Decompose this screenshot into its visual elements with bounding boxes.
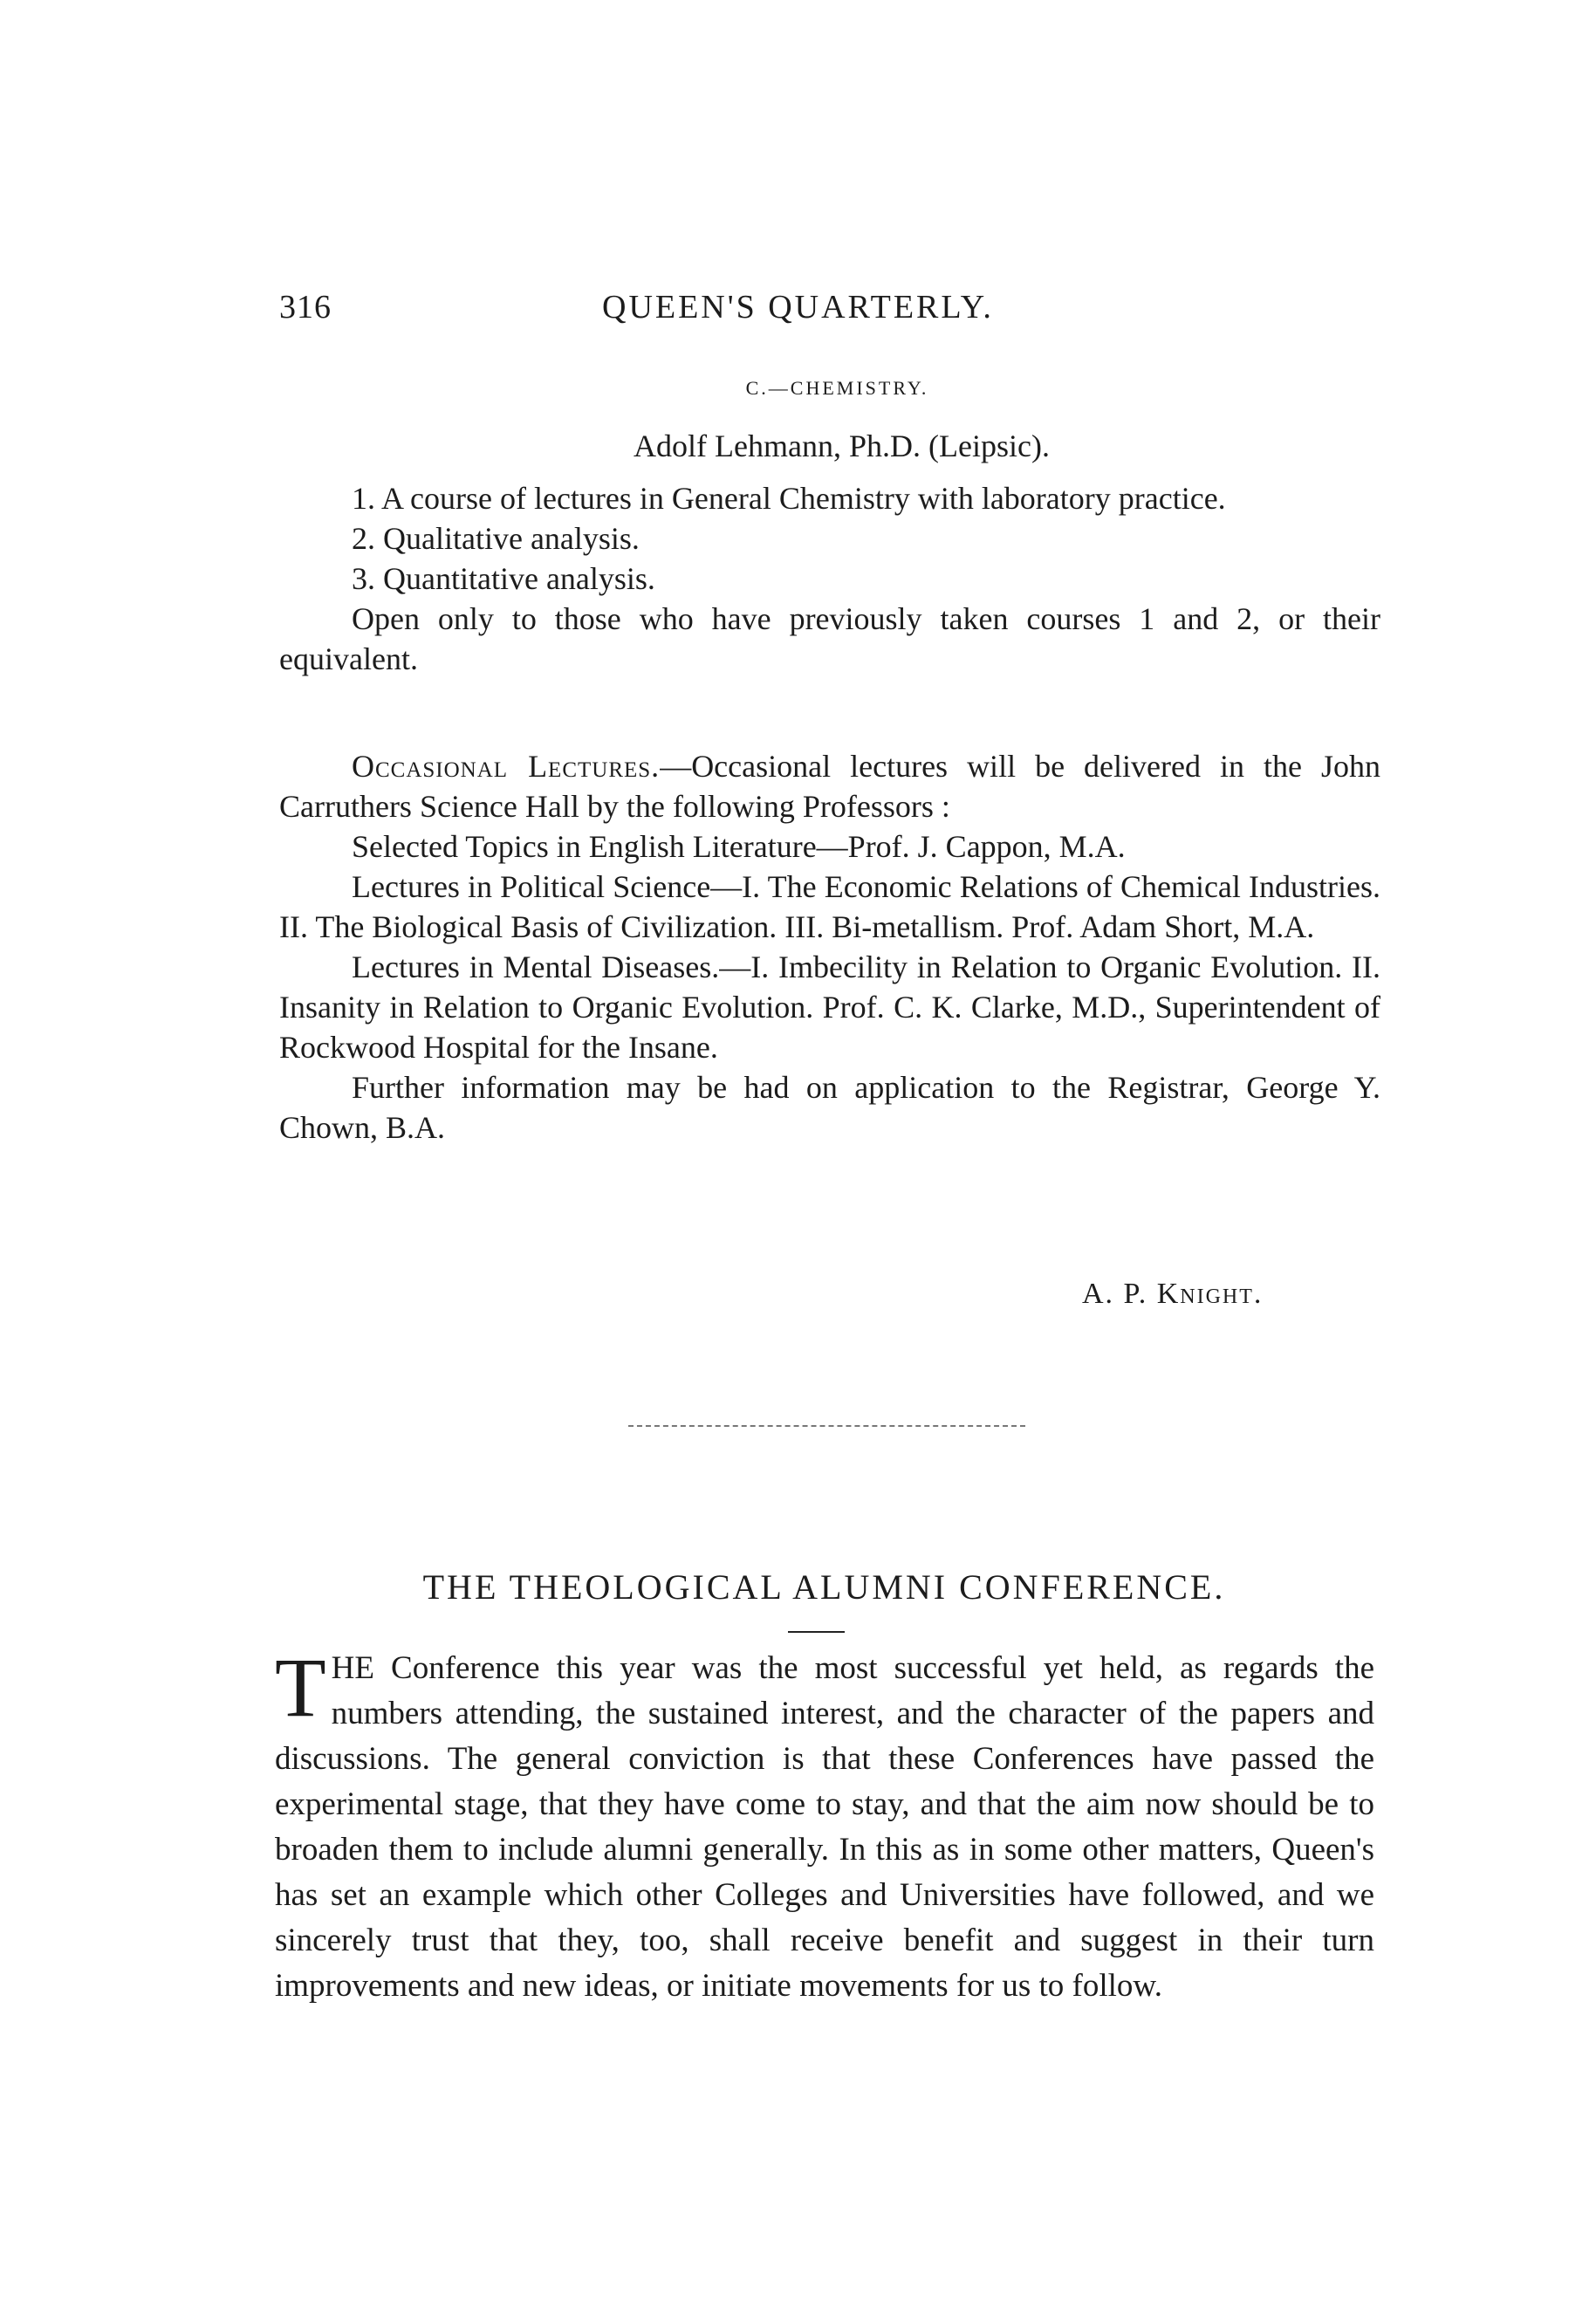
occasional-intro-paragraph xyxy=(279,746,1380,826)
chemistry-instructor: Adolf Lehmann, Ph.D. (Leipsic). xyxy=(634,428,1050,463)
running-title: QUEEN'S QUARTERLY. xyxy=(602,289,994,326)
article-title: THE THEOLOGICAL ALUMNI CONFERENCE. xyxy=(422,1567,1226,1607)
course-item: 2. Qualitative analysis. xyxy=(352,521,640,556)
chemistry-heading: C.—CHEMISTRY. xyxy=(745,377,929,399)
title-rule xyxy=(788,1631,845,1633)
occasional-intro: —Occasional lectures will be delivered in the John Carruthers Science Hall by the following Professors : xyxy=(279,749,1380,824)
course-note: Open only to those who have previously taken courses 1 and 2, or their equivalent. xyxy=(279,601,1380,676)
lecture-entry: Selected Topics in English Literature—Prof. J. Cappon, M.A. xyxy=(352,829,1126,864)
author-signature: A. P. Knight. xyxy=(1082,1278,1264,1310)
lecture-entry: Lectures in Mental Diseases.—I. Imbecility in Relation to Organic Evolution. II. Insanity in Relation to Organic Evolution. Prof. C. K. Clarke, M.D., Superintendent of Rockwood Hospital for the Insane. xyxy=(279,949,1380,1065)
article-paragraph: HE Conference this year was the most successful yet held, as regards the numbers attending, the sustained interest, and the character of the papers and discussions. The general conviction is that these Conferences have passed the experimental stage, that they have come to stay, and that the aim now should be to broaden them to include alumni generally. In this as in some other matters, Queen's has set an example which other Colleges and Universities have followed, and we sincerely trust that they, too, shall receive benefit and suggest in their turn improvements and new ideas, or initiate movements for us to follow. xyxy=(275,1650,1374,2004)
course-item: 1. A course of lectures in General Chemistry with laboratory practice. xyxy=(352,481,1226,516)
article-body xyxy=(275,1641,1374,2009)
page-number: 316 xyxy=(279,289,332,326)
lecture-entry: Lectures in Political Science—I. The Economic Relations of Chemical Industries. II. The Biological Basis of Civilization. III. Bi-metallism. Prof. Adam Short, M.A. xyxy=(279,869,1380,944)
occasional-lead: Occasional Lectures. xyxy=(352,749,661,784)
page-header xyxy=(279,288,1379,332)
drop-cap: T xyxy=(275,1641,326,1734)
further-information: Further information may be had on application to the Registrar, George Y. Chown, B.A. xyxy=(279,1070,1380,1145)
course-item: 3. Quantitative analysis. xyxy=(352,561,655,596)
section-separator xyxy=(628,1425,1025,1427)
chemistry-course-list xyxy=(279,478,1380,679)
occasional-lectures xyxy=(279,746,1380,1148)
